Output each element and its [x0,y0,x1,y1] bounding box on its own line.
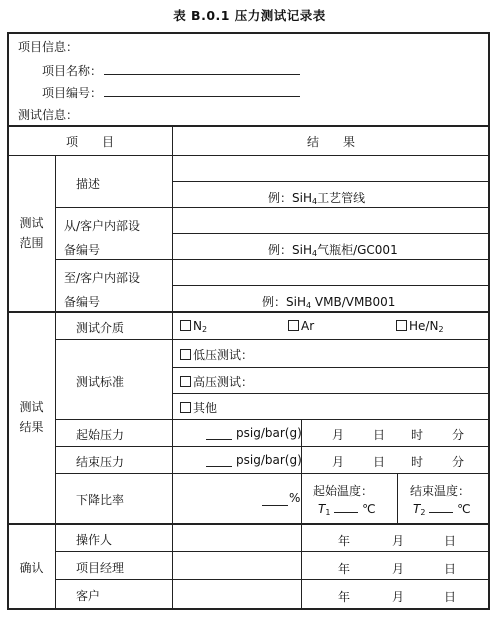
checkbox-icon[interactable] [180,320,191,331]
start-temp-value [318,502,376,517]
percent-sign: % [289,491,301,505]
divider [173,181,489,182]
end-day: 日 [373,455,386,469]
from-label-line: 从/客户内部设 [64,219,141,233]
to-label-line: 备编号 [64,295,101,309]
start-pressure-field[interactable] [206,427,232,440]
client-day: 日 [444,590,457,604]
results-group-line: 结果 [19,420,44,434]
divider [55,473,489,474]
column-line [172,126,173,609]
pm-month: 月 [392,562,405,576]
divider [55,339,489,340]
end-temp-field[interactable] [429,502,453,513]
start-pressure-label: 起始压力 [76,428,125,442]
divider [173,233,489,234]
standard-option-high[interactable] [180,373,253,390]
page-title: 表 B.0.1 压力测试记录表 [173,8,326,23]
subscript: 4 [311,197,318,206]
divider [8,155,489,156]
medium-option-he-n2[interactable] [396,319,444,334]
example-text: 工艺管线 [317,191,366,205]
start-day: 日 [373,428,386,442]
test-info-label: 测试信息： [18,108,79,122]
divider [55,579,489,580]
to-label [64,266,140,314]
example-text: 例：SiH [262,295,306,309]
confirm-group-label: 确认 [19,561,44,575]
standard-option-low[interactable] [180,346,253,363]
pm-day: 日 [444,562,457,576]
header-result: 结 果 [306,135,355,149]
header-item: 项 目 [65,135,114,149]
column-line [301,524,302,609]
option-text: 高压测试： [193,375,254,389]
checkbox-icon[interactable] [396,320,407,331]
client-month: 月 [392,590,405,604]
example-text: VMB/VMB001 [311,295,396,309]
divider [173,285,489,286]
subscript: 1 [325,508,331,517]
column-line [55,155,56,609]
standard-option-other[interactable] [180,399,217,416]
example-text: 例：SiH [268,243,312,257]
project-name-field[interactable] [104,62,300,75]
subscript: 4 [305,301,312,310]
results-group-label [8,397,55,437]
end-hour: 时 [411,455,424,469]
end-minute: 分 [452,455,465,469]
end-temp-value [413,502,471,517]
example-text: 气瓶柜/GC001 [317,243,398,257]
divider [173,393,489,394]
subscript: 2 [438,325,444,334]
example-text: 例：SiH [268,191,312,205]
pm-year: 年 [338,562,351,576]
project-info-label: 项目信息： [18,40,79,54]
end-pressure-label: 结束压力 [76,455,125,469]
from-label-line: 备编号 [64,243,101,257]
end-pressure-field[interactable] [206,454,232,467]
pressure-unit: psig/bar(g) [236,453,302,467]
checkbox-icon[interactable] [288,320,299,331]
end-temp-label: 结束温度： [410,484,471,498]
pressure-unit: psig/bar(g) [236,426,302,440]
subscript: 2 [420,508,426,517]
celsius-unit: ℃ [362,502,376,516]
desc-label: 描述 [76,177,101,191]
to-example [262,293,395,310]
operator-day: 日 [444,534,457,548]
end-month: 月 [332,455,345,469]
scope-group-line: 范围 [19,236,44,250]
subscript: 4 [311,249,318,258]
start-hour: 时 [411,428,424,442]
from-example [268,241,398,258]
medium-option-ar[interactable] [288,319,314,333]
celsius-unit: ℃ [457,502,471,516]
desc-example [268,189,365,206]
option-text: 其他 [193,401,218,415]
option-text: Ar [301,319,315,333]
subscript: 2 [201,325,208,334]
temp-symbol: T [318,502,326,516]
start-minute: 分 [452,428,465,442]
divider [55,207,489,208]
temp-symbol: T [413,502,421,516]
medium-label: 测试介质 [76,321,125,335]
divider [55,551,489,552]
scope-group-line: 测试 [19,216,44,230]
operator-label: 操作人 [76,533,113,547]
checkbox-icon[interactable] [180,376,191,387]
option-text: 低压测试： [193,348,254,362]
medium-option-n2[interactable] [180,319,207,334]
project-number-field[interactable] [104,84,300,97]
from-label [64,214,140,262]
drop-rate-label: 下降比率 [76,493,125,507]
divider [55,419,489,420]
option-text: He/N [409,319,439,333]
pm-label: 项目经理 [76,561,125,575]
scope-group-label [8,213,55,253]
operator-month: 月 [392,534,405,548]
start-temp-label: 起始温度： [313,484,374,498]
client-label: 客户 [76,589,101,603]
start-temp-field[interactable] [334,502,358,513]
to-label-line: 至/客户内部设 [64,271,141,285]
column-line [397,473,398,523]
client-year: 年 [338,590,351,604]
project-number-label: 项目编号： [42,86,103,100]
operator-year: 年 [338,534,351,548]
checkbox-icon[interactable] [180,349,191,360]
project-name-label: 项目名称： [42,64,103,78]
divider [8,125,489,127]
start-month: 月 [332,428,345,442]
divider [173,367,489,368]
divider [55,446,489,447]
standard-label: 测试标准 [76,375,125,389]
drop-rate-field[interactable] [262,493,288,506]
results-group-line: 测试 [19,400,44,414]
checkbox-icon[interactable] [180,402,191,413]
option-text: N [193,319,202,333]
divider [8,523,489,525]
